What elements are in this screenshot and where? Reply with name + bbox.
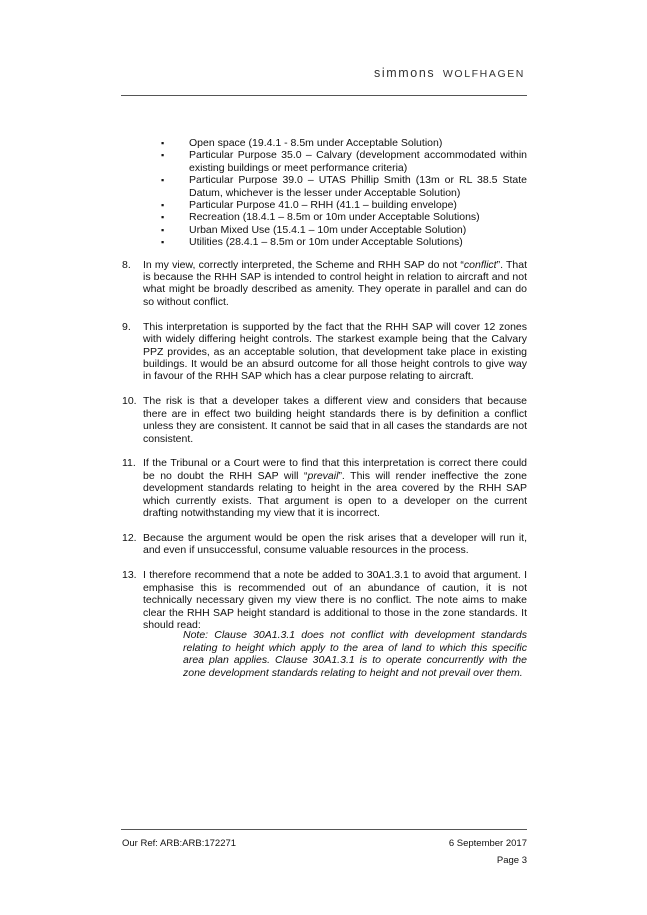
paragraph-number: 9. — [122, 320, 131, 333]
paragraph-emphasis: prevail — [307, 469, 339, 482]
paragraph-12 — [122, 532, 527, 557]
paragraph-text: Because the argument would be open the risk arises that a developer will run it, and even if unsuccessful, consume valuable resources in the process. — [143, 531, 527, 557]
list-item: ▪ Open space (19.4.1 - 8.5m under Acceptable Solution) — [122, 137, 527, 149]
list-item: ▪ Urban Mixed Use (15.4.1 – 10m under Acceptable Solution) — [122, 224, 527, 236]
list-item: ▪ Particular Purpose 39.0 – UTAS Phillip Smith (13m or RL 38.5 State Datum, whichever is the lesser under Acceptable Solution) — [122, 174, 527, 199]
paragraph-11 — [122, 457, 527, 519]
list-item: ▪ Particular Purpose 35.0 – Calvary (development accommodated within existing buildings or meet performance criteria) — [122, 149, 527, 174]
brand-logo — [374, 66, 525, 80]
document-body — [122, 137, 527, 691]
our-reference: Our Ref: ARB:ARB:172271 — [122, 838, 237, 849]
paragraph-10 — [122, 395, 527, 445]
paragraph-text: ”. That is because the RHH SAP is intended to control height in relation to aircraft and not what might be broadly described as amenity. They operate in parallel and can do so without conflict. — [143, 258, 527, 308]
brand-name-part1: simmons — [374, 66, 436, 80]
paragraph-number: 8. — [122, 258, 131, 271]
note-quote: Note: Clause 30A1.3.1 does not conflict with development standards relating to height which apply to the area of land to which this specific area plan applies. Clause 30A1.3.1 is to operate concurrently with the zone development standards relating to height and not prevail over them. — [183, 629, 527, 679]
paragraph-text: If the Tribunal or a Court were to find that this interpretation is correct there could be no doubt the RHH SAP will “ — [143, 457, 527, 482]
paragraph-number: 13. — [122, 569, 137, 582]
paragraph-text: This interpretation is supported by the fact that the RHH SAP will cover 12 zones with widely differing height controls. The starkest example being that the Calvary PPZ provides, as an acceptable solution, that development take place in existing buildings. It would be an absurd outcome for all those height controls to give way in favour of the RHH SAP which has a clear purpose relating to aircraft. — [143, 320, 527, 383]
paragraph-number: 12. — [122, 531, 137, 544]
paragraph-8 — [122, 259, 527, 309]
page-number: Page 3 — [496, 855, 527, 866]
paragraph-13 — [122, 569, 527, 679]
paragraph-emphasis: conflict — [463, 258, 497, 271]
paragraph-number: 11. — [122, 457, 136, 470]
paragraph-9 — [122, 321, 527, 383]
paragraph-text: In my view, correctly interpreted, the Scheme and RHH SAP do not “ — [143, 258, 464, 271]
paragraph-text: I therefore recommend that a note be added to 30A1.3.1 to avoid that argument. I emphasise this is recommended out of an abundance of caution, it is not technically necessary given my view there is no conflict. The note aims to make clear the RHH SAP height standard is additional to those in the zone standards. It should read: — [143, 569, 527, 631]
footer-divider — [121, 829, 527, 830]
paragraph-text: ”. This will render ineffective the zone development standards relating to height in the area covered by the RHH SAP which currently exists. That argument is open to a developer on the current drafting notwithstanding my view that it is incorrect. — [143, 469, 527, 520]
document-date: 6 September 2017 — [448, 838, 527, 849]
paragraph-number: 10. — [122, 395, 137, 408]
zone-bullet-list — [122, 137, 527, 249]
brand-name-part2: WOLFHAGEN — [442, 68, 525, 80]
list-item: ▪ Recreation (18.4.1 – 8.5m or 10m under Acceptable Solutions) — [122, 211, 527, 223]
header-divider — [121, 95, 527, 96]
list-item: ▪ Utilities (28.4.1 – 8.5m or 10m under Acceptable Solutions) — [122, 236, 527, 248]
paragraph-text: The risk is that a developer takes a different view and considers that because there are in effect two building height standards there is by definition a conflict unless they are consistent. It cannot be said that in all cases the standards are not consistent. — [143, 395, 527, 445]
list-item: ▪ Particular Purpose 41.0 – RHH (41.1 – building envelope) — [122, 199, 527, 211]
